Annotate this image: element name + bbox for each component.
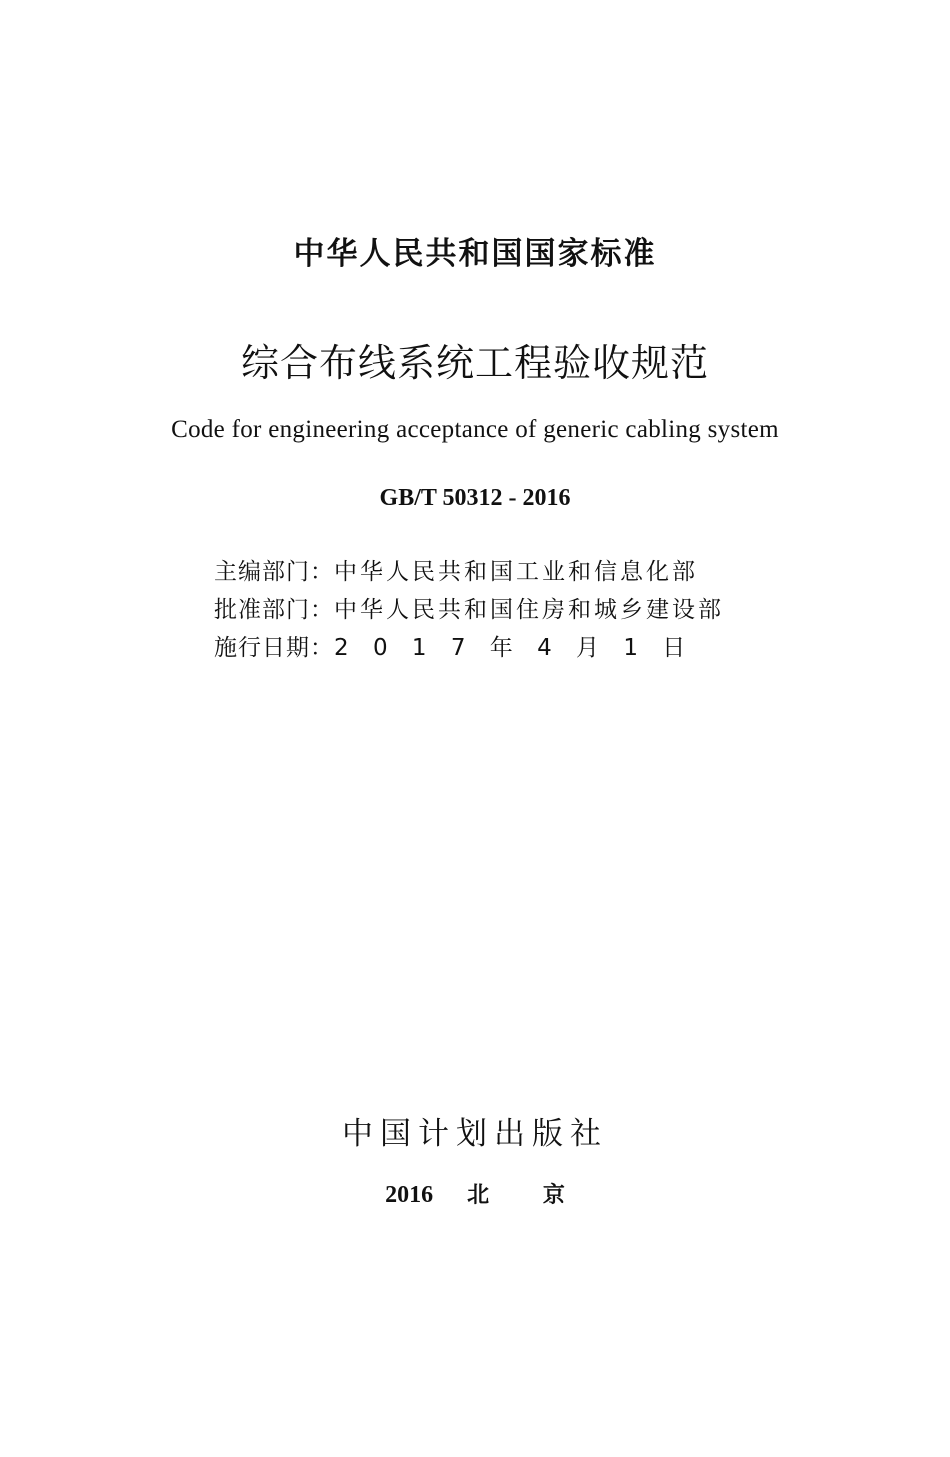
approval-department-value: 中华人民共和国住房和城乡建设部 — [334, 596, 724, 623]
publication-line — [0, 1178, 950, 1209]
standard-code: GB/T 50312 - 2016 — [379, 485, 571, 511]
editor-department-value: 中华人民共和国工业和信息化部 — [334, 558, 698, 585]
issuing-info — [214, 550, 724, 664]
publisher-name: 中国计划出版社 — [342, 1116, 608, 1152]
effective-date-label: 施行日期： — [214, 634, 334, 661]
approval-department-label: 批准部门： — [214, 596, 334, 623]
effective-date-row — [214, 626, 724, 664]
publication-city: 北 京 — [467, 1183, 565, 1208]
standard-type-heading: 中华人民共和国国家标准 — [293, 236, 657, 272]
document-title-chinese: 综合布线系统工程验收规范 — [240, 341, 709, 385]
editor-department-label: 主编部门： — [214, 558, 334, 585]
effective-date-value: 2 0 1 7 年 4 月 1 日 — [334, 634, 686, 661]
approval-department-row — [214, 588, 724, 626]
editor-department-row — [214, 550, 724, 588]
document-title-english: Code for engineering acceptance of generic cabling system — [171, 416, 779, 443]
publication-year: 2016 — [385, 1182, 434, 1208]
